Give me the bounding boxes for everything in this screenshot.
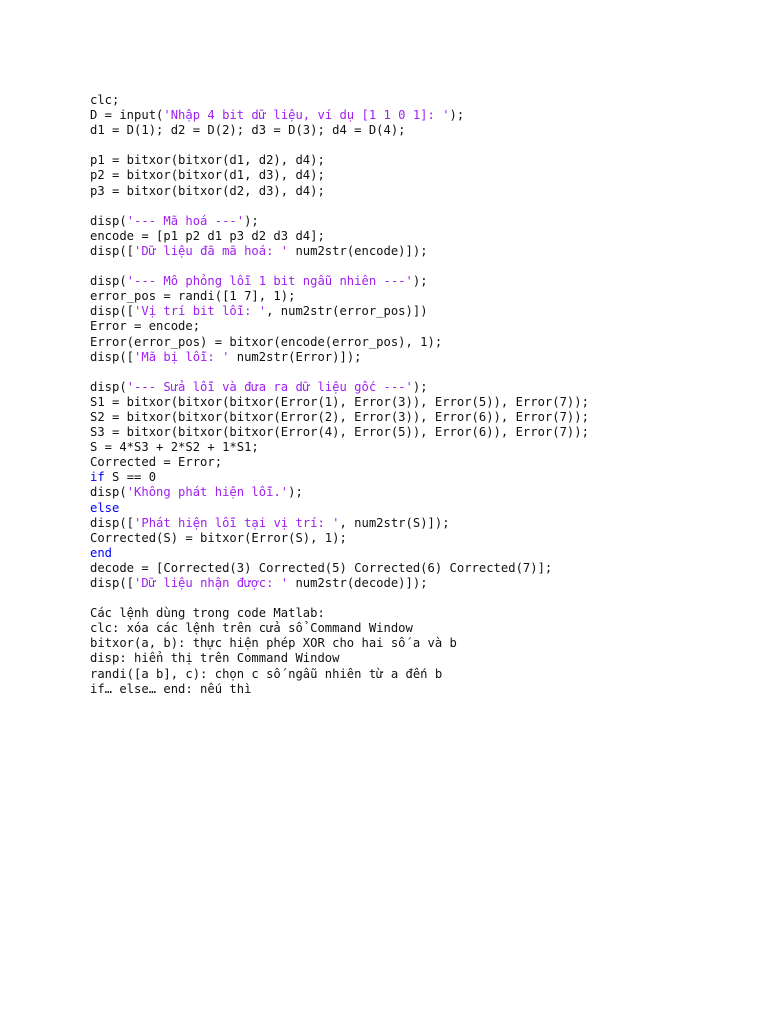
note-line: bitxor(a, b): thực hiện phép XOR cho hai số a và b [90,636,457,651]
code-line [90,455,750,470]
blank-line [90,365,750,380]
code-line [90,410,750,425]
code-line [90,319,750,334]
string-literal: 'Dữ liệu đã mã hoá: ' [134,243,289,258]
code-text: num2str(encode)]); [288,243,428,258]
code-text: Error(error_pos) = bitxor(encode(error_pos), 1); [90,334,443,349]
code-text: num2str(decode)]); [288,576,428,590]
code-text: disp([ [90,243,135,258]
string-literal: 'Phát hiện lỗi tại vị trí: ' [134,515,340,530]
code-text: disp([ [90,349,135,364]
code-text: ); [288,485,303,500]
code-text: S2 = bitxor(bitxor(bitxor(Error(2), Error(3)), Error(6)), Error(7)); [90,409,589,424]
code-line [90,153,750,168]
code-line [90,244,750,259]
code-text: S == 0 [104,470,157,485]
code-text: d1 = D(1); d2 = D(2); d3 = D(3); d4 = D(4); [90,123,406,138]
string-literal: 'Nhập 4 bit dữ liệu, ví dụ [1 1 0 1]: ' [163,108,450,123]
code-line [90,304,750,319]
code-text: , num2str(error_pos)]) [266,304,428,319]
code-line [90,546,750,561]
code-text: disp([ [90,515,135,530]
code-line [90,93,750,108]
code-line [90,531,750,546]
code-text: Corrected(S) = bitxor(Error(S), 1); [90,530,347,545]
string-literal: 'Vị trí bit lỗi: ' [134,304,267,319]
code-text: S1 = bitxor(bitxor(bitxor(Error(1), Error(3)), Error(5)), Error(7)); [90,394,589,409]
code-text: ); [412,379,428,394]
blank-line [90,138,750,153]
string-literal: '--- Mô phỏng lỗi 1 bit ngẫu nhiên ---' [126,274,413,289]
note-line: clc: xóa các lệnh trên cửa sổ Command Window [90,621,413,636]
code-text: num2str(Error)]); [229,349,362,364]
code-line [90,380,750,395]
string-literal: 'Mã bị lỗi: ' [134,349,230,364]
string-literal: '--- Sửa lỗi và đưa ra dữ liệu gốc ---' [126,379,413,394]
code-text: S = 4*S3 + 2*S2 + 1*S1; [90,440,259,455]
code-line [90,184,750,199]
blank-line [90,199,750,214]
code-line [90,289,750,304]
code-line [90,229,750,244]
string-literal: 'Dữ liệu nhận được: ' [134,576,289,590]
code-text: error_pos = randi([1 7], 1); [90,289,296,304]
keyword: end [90,545,113,560]
blank-line [90,259,750,274]
code-text: p3 = bitxor(bitxor(d2, d3), d4); [90,183,325,198]
code-text: Error = encode; [90,319,201,334]
code-line [90,274,750,289]
keyword: if [90,470,105,485]
code-line [90,108,750,123]
code-text: , num2str(S)]); [339,515,450,530]
code-text: S3 = bitxor(bitxor(bitxor(Error(4), Error(5)), Error(6)), Error(7)); [90,425,589,440]
code-text: disp( [90,379,127,394]
code-line [90,485,750,500]
code-text: clc; [90,93,120,107]
code-text: p2 = bitxor(bitxor(d1, d3), d4); [90,168,325,183]
code-text: disp([ [90,576,135,590]
code-line [90,335,750,350]
code-line [90,350,750,365]
code-text: ); [412,274,428,289]
code-line [90,501,750,516]
code-text: D = input( [90,108,164,123]
code-line [90,470,750,485]
blank-line [90,591,750,606]
code-line [90,425,750,440]
code-text: p1 = bitxor(bitxor(d1, d2), d4); [90,153,325,168]
code-text: Corrected = Error; [90,455,223,470]
code-line [90,168,750,183]
code-text: disp( [90,274,127,289]
matlab-code-document [90,93,750,697]
code-line [90,440,750,455]
code-text: disp([ [90,304,135,319]
code-line [90,123,750,138]
code-text: disp( [90,213,127,228]
code-text: decode = [Corrected(3) Corrected(5) Corrected(6) Corrected(7)]; [90,560,553,575]
code-text: encode = [p1 p2 d1 p3 d2 d3 d4]; [90,228,325,243]
code-text: ); [244,213,259,228]
note-line: if… else… end: nếu thì [90,681,252,696]
notes-title: Các lệnh dùng trong code Matlab: [90,606,325,621]
note-line: randi([a b], c): chọn c số ngẫu nhiên từ a đến b [90,666,443,681]
code-line [90,214,750,229]
code-line [90,561,750,576]
keyword: else [90,500,120,515]
code-line [90,395,750,410]
string-literal: '--- Mã hoá ---' [126,213,245,228]
code-line [90,516,750,531]
string-literal: 'Không phát hiện lỗi.' [126,485,289,500]
code-text: disp( [90,485,127,500]
code-line [90,576,750,591]
code-text: ); [449,108,465,123]
note-line: disp: hiển thị trên Command Window [90,651,340,666]
